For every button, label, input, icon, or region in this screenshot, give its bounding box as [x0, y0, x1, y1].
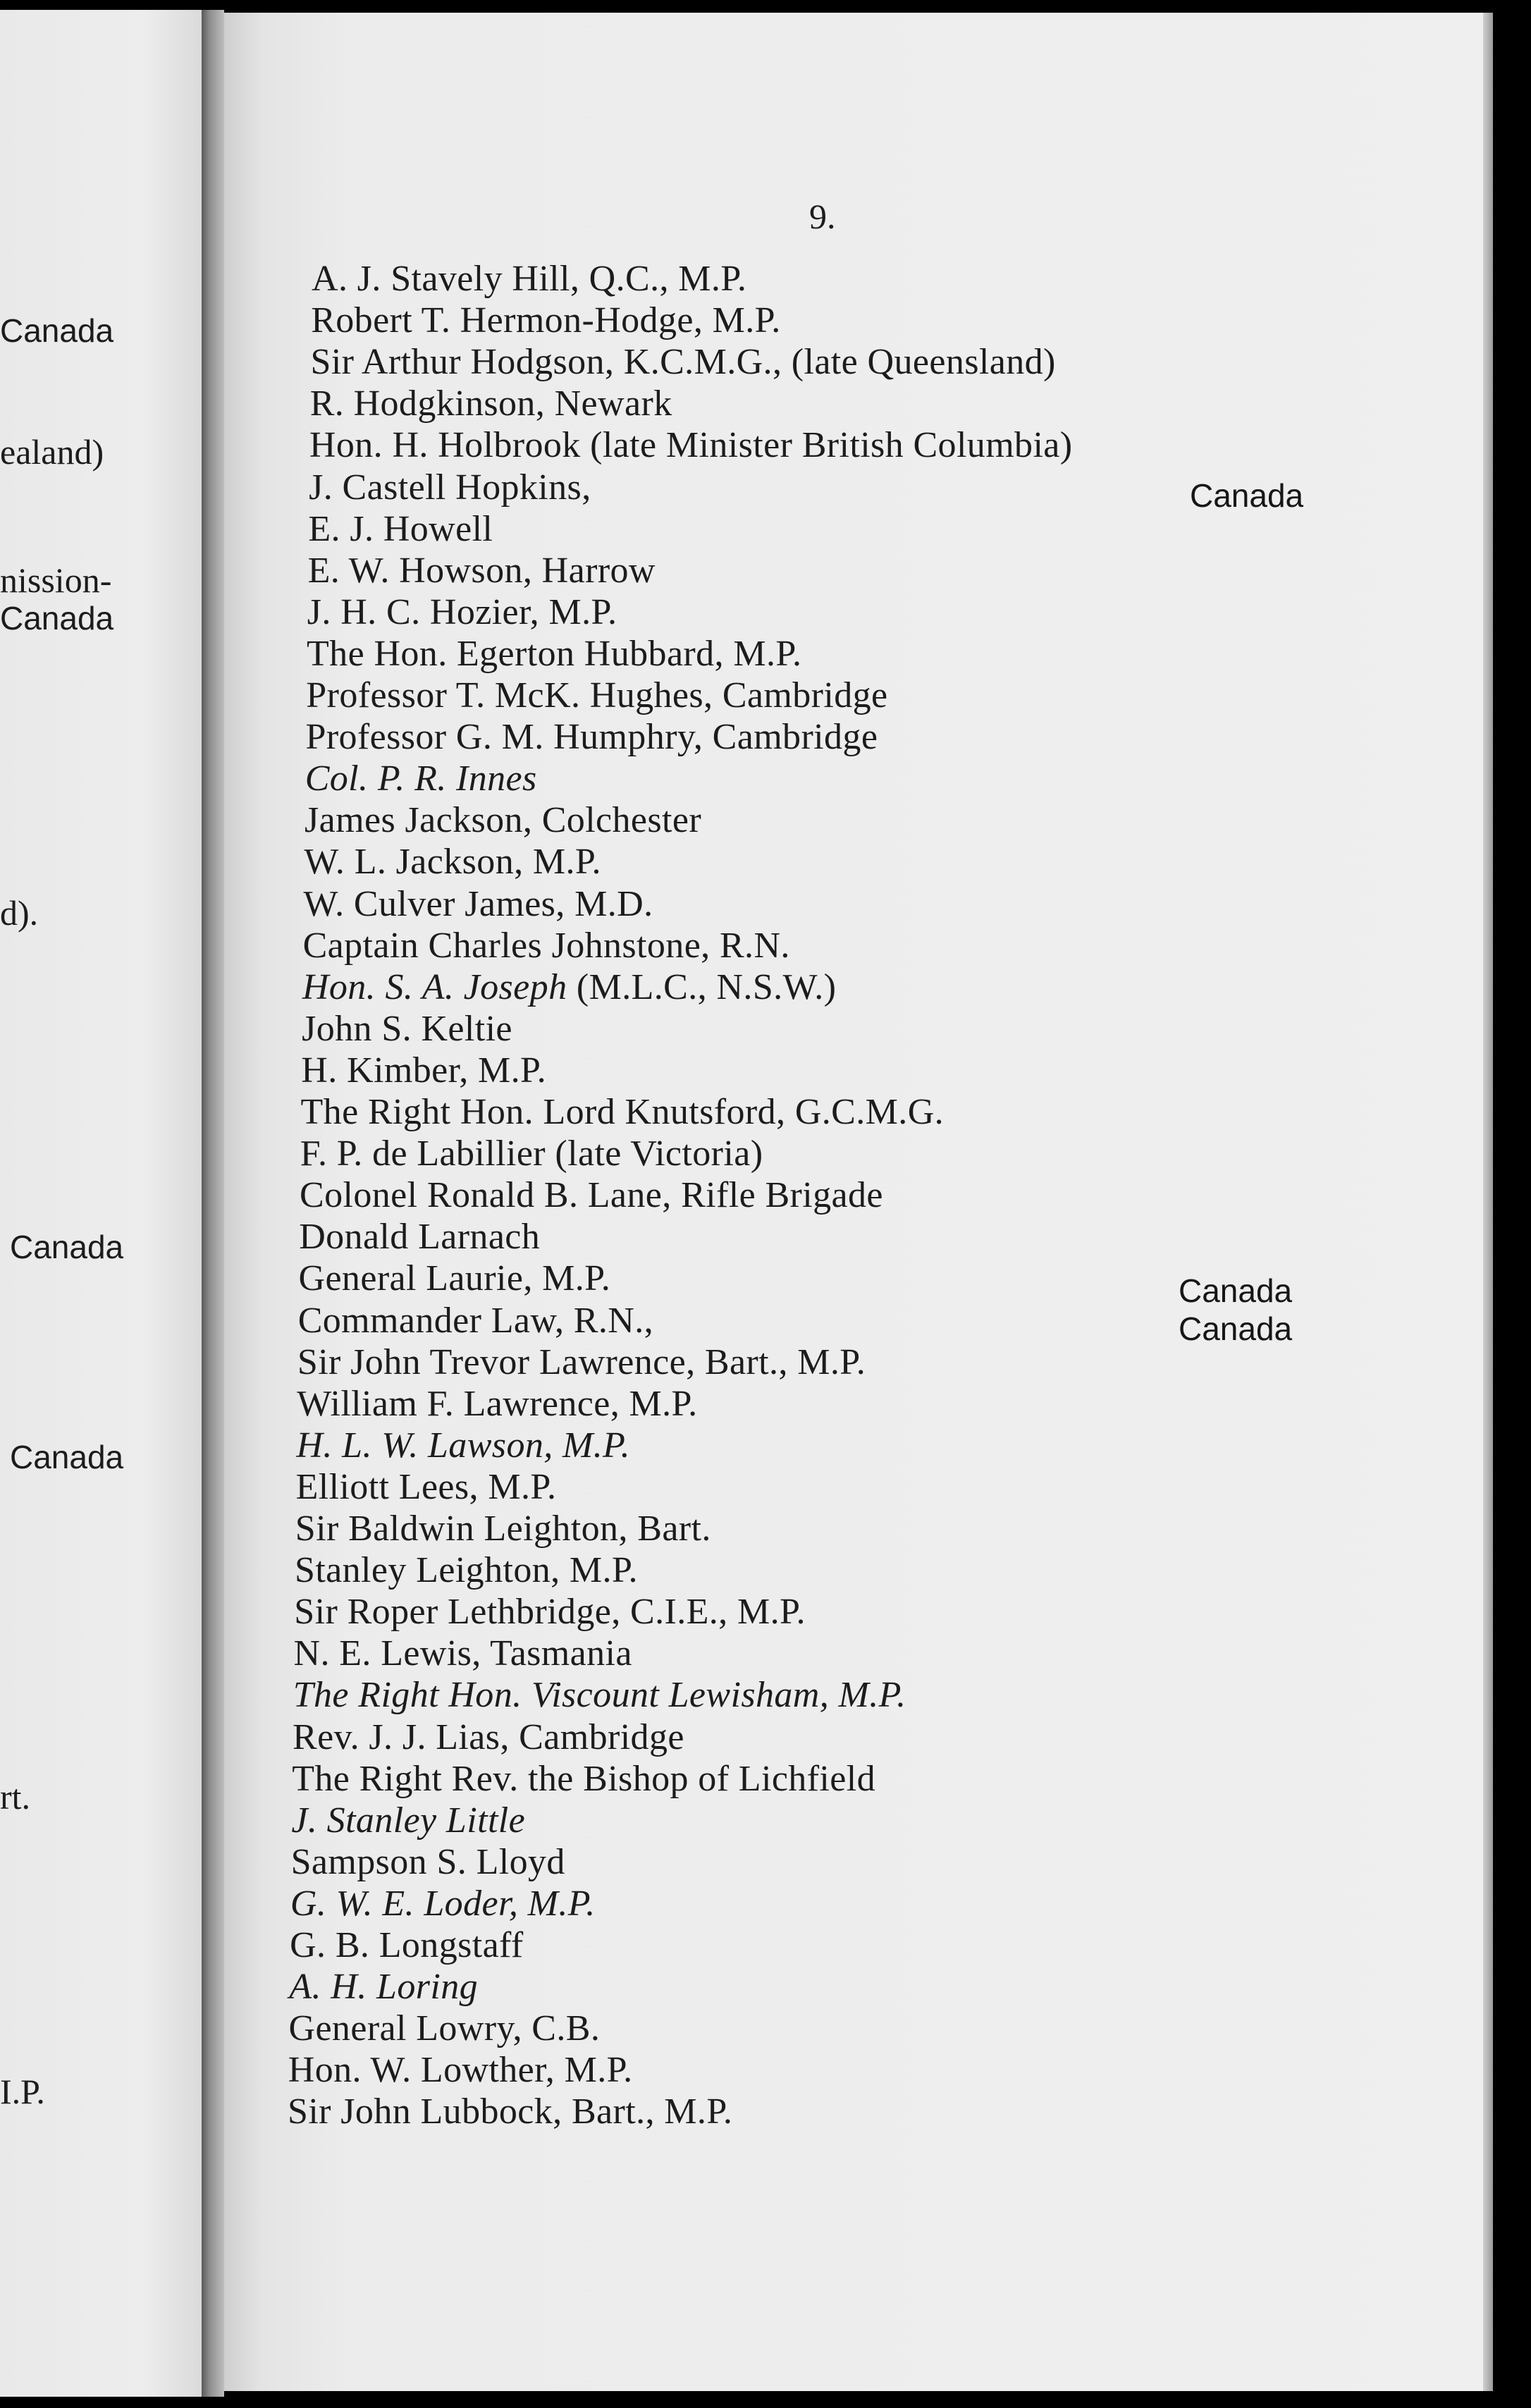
member-entry	[306, 677, 887, 714]
member-name: Hon. S. A. Joseph	[302, 966, 567, 1007]
member-name: E. W. Howson, Harrow	[307, 550, 656, 591]
member-entry	[289, 2010, 601, 2047]
page-number: 9.	[809, 197, 836, 236]
member-entry	[295, 1511, 711, 1547]
member-name: J. Castell Hopkins,	[309, 467, 591, 508]
member-name: H. L. W. Lawson, M.P.	[296, 1425, 631, 1466]
member-entry	[307, 550, 656, 591]
member-name: Rev. J. J. Lias, Cambridge	[293, 1716, 684, 1757]
member-name: A. J. Stavely Hill, Q.C., M.P.	[312, 259, 747, 299]
member-name: Sir John Lubbock, Bart., M.P.	[288, 2091, 733, 2132]
member-entry	[295, 1552, 638, 1589]
member-entry	[289, 1967, 479, 2008]
member-name: R. Hodgkinson, Newark	[309, 383, 672, 424]
member-name: Hon. W. Lowther, M.P.	[288, 2050, 633, 2091]
region-annotation: Canada	[1190, 477, 1304, 514]
member-name: James Jackson, Colchester	[305, 800, 702, 841]
member-name: Colonel Ronald B. Lane, Rifle Brigade	[300, 1175, 883, 1216]
facing-page-fragment: I.P.	[0, 2072, 45, 2111]
member-name: Professor G. M. Humphry, Cambridge	[305, 717, 878, 758]
member-entry	[312, 261, 746, 297]
member-entry	[297, 1383, 698, 1424]
member-entry	[299, 1260, 611, 1297]
member-name: Captain Charles Johnstone, R.N.	[302, 925, 790, 966]
member-entry	[288, 2091, 733, 2132]
member-name: W. L. Jackson, M.P.	[304, 842, 601, 883]
member-entry	[305, 758, 537, 799]
member-name: William F. Lawrence, M.P.	[297, 1383, 698, 1424]
member-name: G. W. E. Loder, M.P.	[290, 1883, 596, 1924]
member-entry	[294, 1635, 632, 1672]
member-entry	[304, 842, 601, 883]
member-entry	[303, 883, 653, 924]
member-name: A. H. Loring	[289, 1967, 479, 2008]
member-name: G. B. Longstaff	[290, 1925, 524, 1965]
member-name: John S. Keltie	[302, 1008, 512, 1049]
member-name: Commander Law, R.N.,	[297, 1300, 653, 1341]
member-entry	[301, 1052, 546, 1089]
facing-page-fragment: Canada	[0, 600, 114, 637]
member-entry	[295, 1466, 557, 1507]
member-name: General Laurie, M.P.	[298, 1258, 611, 1299]
facing-page-fragment: Canada	[0, 312, 114, 349]
member-name: Sampson S. Lloyd	[290, 1841, 565, 1882]
member-entry	[300, 1177, 883, 1214]
member-note: (M.L.C., N.S.W.)	[567, 966, 837, 1007]
region-annotation: Canada	[1179, 1310, 1293, 1347]
member-entry	[307, 591, 617, 632]
member-name: Stanley Leighton, M.P.	[295, 1550, 638, 1591]
member-entry	[296, 1427, 630, 1464]
facing-page-fragment: Canada	[10, 1439, 124, 1475]
facing-page-fragment: rt.	[0, 1777, 31, 1817]
member-name: Hon. H. Holbrook (late Minister British Columbia)	[309, 425, 1073, 466]
facing-page-fragment: nission-	[0, 560, 112, 600]
member-entry	[292, 1758, 875, 1799]
member-entry	[308, 508, 493, 549]
member-name: Sir Arthur Hodgson, K.C.M.G., (late Queensland)	[310, 342, 1056, 383]
member-name: N. E. Lewis, Tasmania	[293, 1633, 632, 1674]
member-name: H. Kimber, M.P.	[301, 1050, 547, 1091]
member-entry	[311, 344, 1056, 381]
facing-page	[0, 10, 206, 2397]
member-entry	[307, 633, 802, 674]
member-entry	[290, 1841, 565, 1882]
member-name: W. Culver James, M.D.	[303, 883, 653, 924]
member-entry	[305, 802, 701, 839]
member-entry	[302, 1008, 512, 1049]
member-entry	[306, 719, 878, 756]
member-entry	[300, 1136, 763, 1172]
member-name: The Right Hon. Lord Knutsford, G.C.M.G.	[300, 1092, 945, 1132]
member-entry	[302, 925, 790, 966]
facing-page-fragment: d).	[0, 893, 39, 933]
member-name: E. J. Howell	[308, 508, 493, 549]
member-entry	[288, 2052, 633, 2089]
member-name: Professor T. McK. Hughes, Cambridge	[306, 675, 888, 715]
member-entry	[290, 1883, 596, 1924]
member-entry	[309, 383, 672, 424]
member-entry	[297, 1341, 866, 1382]
member-name: The Right Hon. Viscount Lewisham, M.P.	[293, 1675, 906, 1716]
member-entry	[309, 427, 1073, 464]
member-entry	[311, 302, 780, 339]
member-entry	[290, 1927, 523, 1964]
member-name: Elliott Lees, M.P.	[295, 1466, 557, 1507]
member-entry	[299, 1217, 541, 1258]
book-gutter	[202, 10, 224, 2397]
member-name: Col. P. R. Innes	[305, 758, 537, 799]
member-entry	[291, 1802, 525, 1839]
member-name: F. P. de Labillier (late Victoria)	[300, 1134, 763, 1174]
member-entry	[294, 1592, 806, 1633]
member-name: Sir Baldwin Leighton, Bart.	[295, 1509, 711, 1549]
member-name: J. Stanley Little	[291, 1800, 526, 1841]
facing-page-fragment: ealand)	[0, 432, 104, 472]
member-name: The Hon. Egerton Hubbard, M.P.	[307, 633, 802, 674]
member-name: The Right Rev. the Bishop of Lichfield	[292, 1758, 875, 1799]
member-name: Sir Roper Lethbridge, C.I.E., M.P.	[294, 1592, 806, 1633]
member-entry	[301, 1094, 945, 1131]
page-edge	[1483, 13, 1493, 2391]
member-entry	[297, 1300, 653, 1341]
member-entry	[293, 1716, 684, 1757]
facing-page-fragment: Canada	[10, 1229, 124, 1265]
member-name: J. H. C. Hozier, M.P.	[307, 591, 617, 632]
region-annotation: Canada	[1179, 1272, 1293, 1309]
member-name: General Lowry, C.B.	[288, 2008, 601, 2049]
member-name: Robert T. Hermon-Hodge, M.P.	[311, 300, 781, 341]
member-entry	[293, 1677, 906, 1714]
member-name: Donald Larnach	[299, 1217, 541, 1258]
member-name: Sir John Trevor Lawrence, Bart., M.P.	[297, 1341, 866, 1382]
member-entry	[302, 966, 837, 1007]
member-entry	[309, 469, 591, 506]
